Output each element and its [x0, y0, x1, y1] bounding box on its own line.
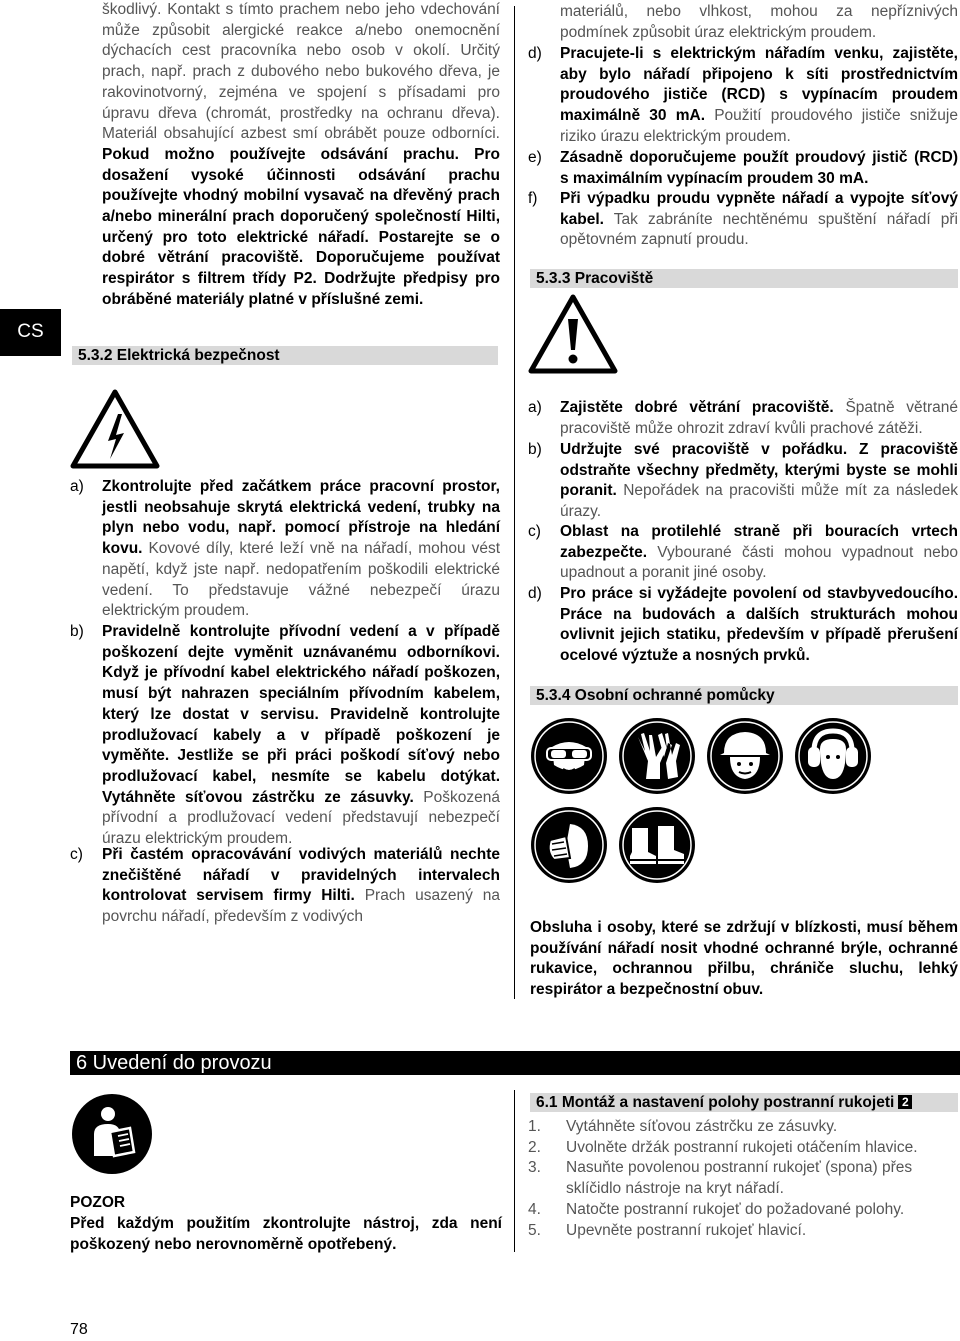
column-divider-top — [514, 6, 515, 999]
step-item: 4. Natočte postranní rukojeť do požadované polohy. — [528, 1200, 905, 1218]
gloves-icon — [618, 717, 696, 795]
step-item: 2. Uvolněte držák postranní rukojeti otáčením hlavice. — [528, 1138, 918, 1156]
electrical-continuation: materiálů, nebo vlhkost, mohou za nepříznivých podmínek způsobit úraz elektrickým proudem. — [560, 3, 958, 41]
section-533-header: 5.3.3 Pracoviště — [530, 269, 958, 288]
item-normal-text: Tak zabráníte nechtěnému spuštění nářadí při opětovném zapnutí proudu. — [560, 210, 958, 249]
item-label: a) — [528, 399, 542, 416]
workplace-item-c — [528, 522, 958, 584]
read-manual-icon — [72, 1094, 152, 1174]
workplace-item-d — [528, 584, 958, 667]
step-item: 1. Vytáhněte síťovou zástrčku ze zásuvky. — [528, 1118, 838, 1135]
item-normal-text: Špatně větrané pracoviště může ohrozit zdraví kvůli prachové zátěži. — [560, 399, 958, 437]
item-bold-text: Zkontrolujte před začátkem práce pracovní prostor, jestli neobsahuje skrytá elektrická vedení, trubky na plyn nebo vodu, např. pomocí přístroje na hledání kovu. — [102, 478, 500, 558]
item-normal-text: Prach usazený na povrchu nářadí, především z vodivých — [102, 887, 500, 926]
item-bold-text: Při výpadku proudu vypněte nářadí a vypojte síťový kabel. — [560, 190, 958, 228]
item-bold-text: Pracujete-li s elektrickým nářadím venku, zajistěte, aby bylo nářadí připojeno k síti prostřednictvím proudového jističe (RCD) s vypínacím proudem maximálně 30 mA. — [560, 45, 958, 125]
figure-reference-badge: 2 — [898, 1095, 912, 1109]
item-label: d) — [528, 45, 542, 62]
warning-triangle-icon — [528, 294, 618, 374]
workplace-item-a — [528, 398, 958, 439]
workplace-item-b — [528, 440, 958, 523]
safety-goggles-icon — [530, 717, 608, 795]
item-normal-text: Poškozená přívodní a prodlužovací vedení představují nebezpečí úrazu elektrickým proudem. — [102, 788, 500, 848]
item-bold-text: Zásadně doporučujeme použít proudový jistič (RCD) s maximálním vypínacím proudem 30 mA. — [560, 149, 958, 187]
item-label: c) — [70, 846, 83, 863]
item-normal-text: Vybourané části mohou vypadnout nebo upadnout a poranit jiné osoby. — [560, 543, 958, 582]
caution-label: POZOR — [70, 1194, 126, 1211]
item-label: b) — [70, 623, 84, 640]
chapter-6-header: 6 Uvedení do provozu — [70, 1051, 960, 1075]
helmet-icon — [706, 717, 784, 795]
electrical-item-c — [70, 845, 500, 928]
item-normal-text: Kovové díly, které leží vně na nářadí, mohou vést napětí, když jste např. nedopatřením poškodili elektrické vedení. To představuje vážné nebezpečí úrazu elektrickým proudem. — [102, 540, 500, 620]
section-532-header: 5.3.2 Elektrická bezpečnost — [72, 346, 498, 365]
item-bold-text: Oblast na protilehlé straně při bouracích vrtech zabezpečte. — [560, 523, 958, 561]
item-bold-text: Zajistěte dobré větrání pracoviště. — [560, 399, 834, 416]
language-tab: CS — [0, 309, 61, 356]
dust-hazard-instructions: Pokud možno používejte odsávání prachu. Pro dosažení vysoké účinnosti odsávání prachu používejte vhodný mobilní vysavač na dřevěný prach a/nebo minerální prach doporučený společností Hilti, určený pro toto elektrické nářadí. Postarejte se o dobré větrání pracoviště. Doporučujeme používat respirátor s filtrem třídy P2. Dodržujte předpisy pro obráběné materiály platné v příslušné zemi. — [102, 145, 500, 308]
electrical-item-a — [70, 477, 500, 622]
dust-hazard-paragraph — [102, 0, 500, 311]
item-bold-text: Při častém opracovávání vodivých materiálů nechte znečištěné nářadí v pravidelných intervalech kontrolovat servisem firmy Hilti. — [102, 846, 500, 905]
item-label: a) — [70, 478, 84, 495]
item-bold-text: Pravidelně kontrolujte přívodní vedení a v případě poškození dejte vyměnit uznávanému odborníkovi. Když je přívodní kabel elektrického nářadí poškozen, musí být nahrazen speciálním přívodním kabelem, který lze dostat v servisu. Pravidelně kontrolujte prodlužovací kabely a v případě poškození je vyměňte. Jestliže se při práci poškodí síťový nebo prodlužovací kabel, nesmíte se kabelu dotýkat. Vytáhněte síťovou zástrčku ze zásuvky. — [102, 623, 500, 806]
mounting-steps — [528, 1117, 958, 1241]
item-normal-text: Použití proudového jističe snižuje riziko úrazu elektrickým proudem. — [560, 107, 958, 145]
column-divider-bottom — [514, 1090, 515, 1252]
section-61-header — [530, 1093, 958, 1112]
item-label: d) — [528, 585, 542, 602]
item-label: f) — [528, 190, 538, 207]
section-534-header: 5.3.4 Osobní ochranné pomůcky — [530, 686, 958, 705]
safety-boots-icon — [618, 806, 696, 884]
electrical-item-b — [70, 622, 500, 850]
item-normal-text: Nepořádek na pracovišti může mít za následek úrazy. — [560, 482, 958, 521]
item-label: b) — [528, 441, 542, 458]
electrical-item-e — [528, 148, 958, 189]
item-bold-text: Pro práce si vyžádejte povolení od stavbyvedoucího. Práce na budovách a dalších strukturách mohou ovlivnit jejich statiku, především v případě přerušení ocelové výztuže a nosných prvků. — [560, 585, 958, 665]
ear-protection-icon — [794, 717, 872, 795]
caution-text: Před každým použitím zkontrolujte nástroj, zda není poškozený nebo nerovnoměrně opotřebený. — [70, 1215, 502, 1253]
electrical-item-d — [528, 44, 958, 148]
electric-hazard-icon — [70, 389, 160, 469]
respirator-icon — [530, 806, 608, 884]
page-number: 78 — [70, 1321, 88, 1338]
item-label: e) — [528, 149, 542, 166]
item-label: c) — [528, 523, 541, 540]
step-item: 5. Upevněte postranní rukojeť hlavicí. — [528, 1221, 807, 1239]
ppe-instructions: Obsluha i osoby, které se zdržují v blízkosti, musí během používání nářadí nosit vhodné ochranné brýle, ochranné rukavice, ochrannou přilbu, chrániče sluchu, lehký respirátor a bezpečnostní obuv. — [530, 919, 958, 999]
item-bold-text: Udržujte své pracoviště v pořádku. Z pracoviště odstraňte všechny předměty, kterými byste se mohli poranit. — [560, 441, 958, 500]
section-61-title: 6.1 Montáž a nastavení polohy postranní rukojeti — [536, 1094, 895, 1111]
step-item: 3. Nasuňte povolenou postranní rukojeť (spona) přes sklíčidlo nástroje na kryt nářadí. — [528, 1159, 913, 1198]
electrical-item-f — [528, 189, 958, 251]
dust-hazard-text: škodlivý. Kontakt s tímto prachem nebo jeho vdechování může způsobit alergické reakce a/nebo onemocnění dýchacích cest pracovníka nebo osob v okolí. Určitý prach, např. prach z dubového nebo bukového dřeva, je rakovinotvorný, zejména ve spojení s přísadami pro úpravu dřeva (chromát, prostředky na ochranu dřeva). Materiál obsahující azbest smí obrábět pouze odborníci. — [102, 1, 500, 143]
